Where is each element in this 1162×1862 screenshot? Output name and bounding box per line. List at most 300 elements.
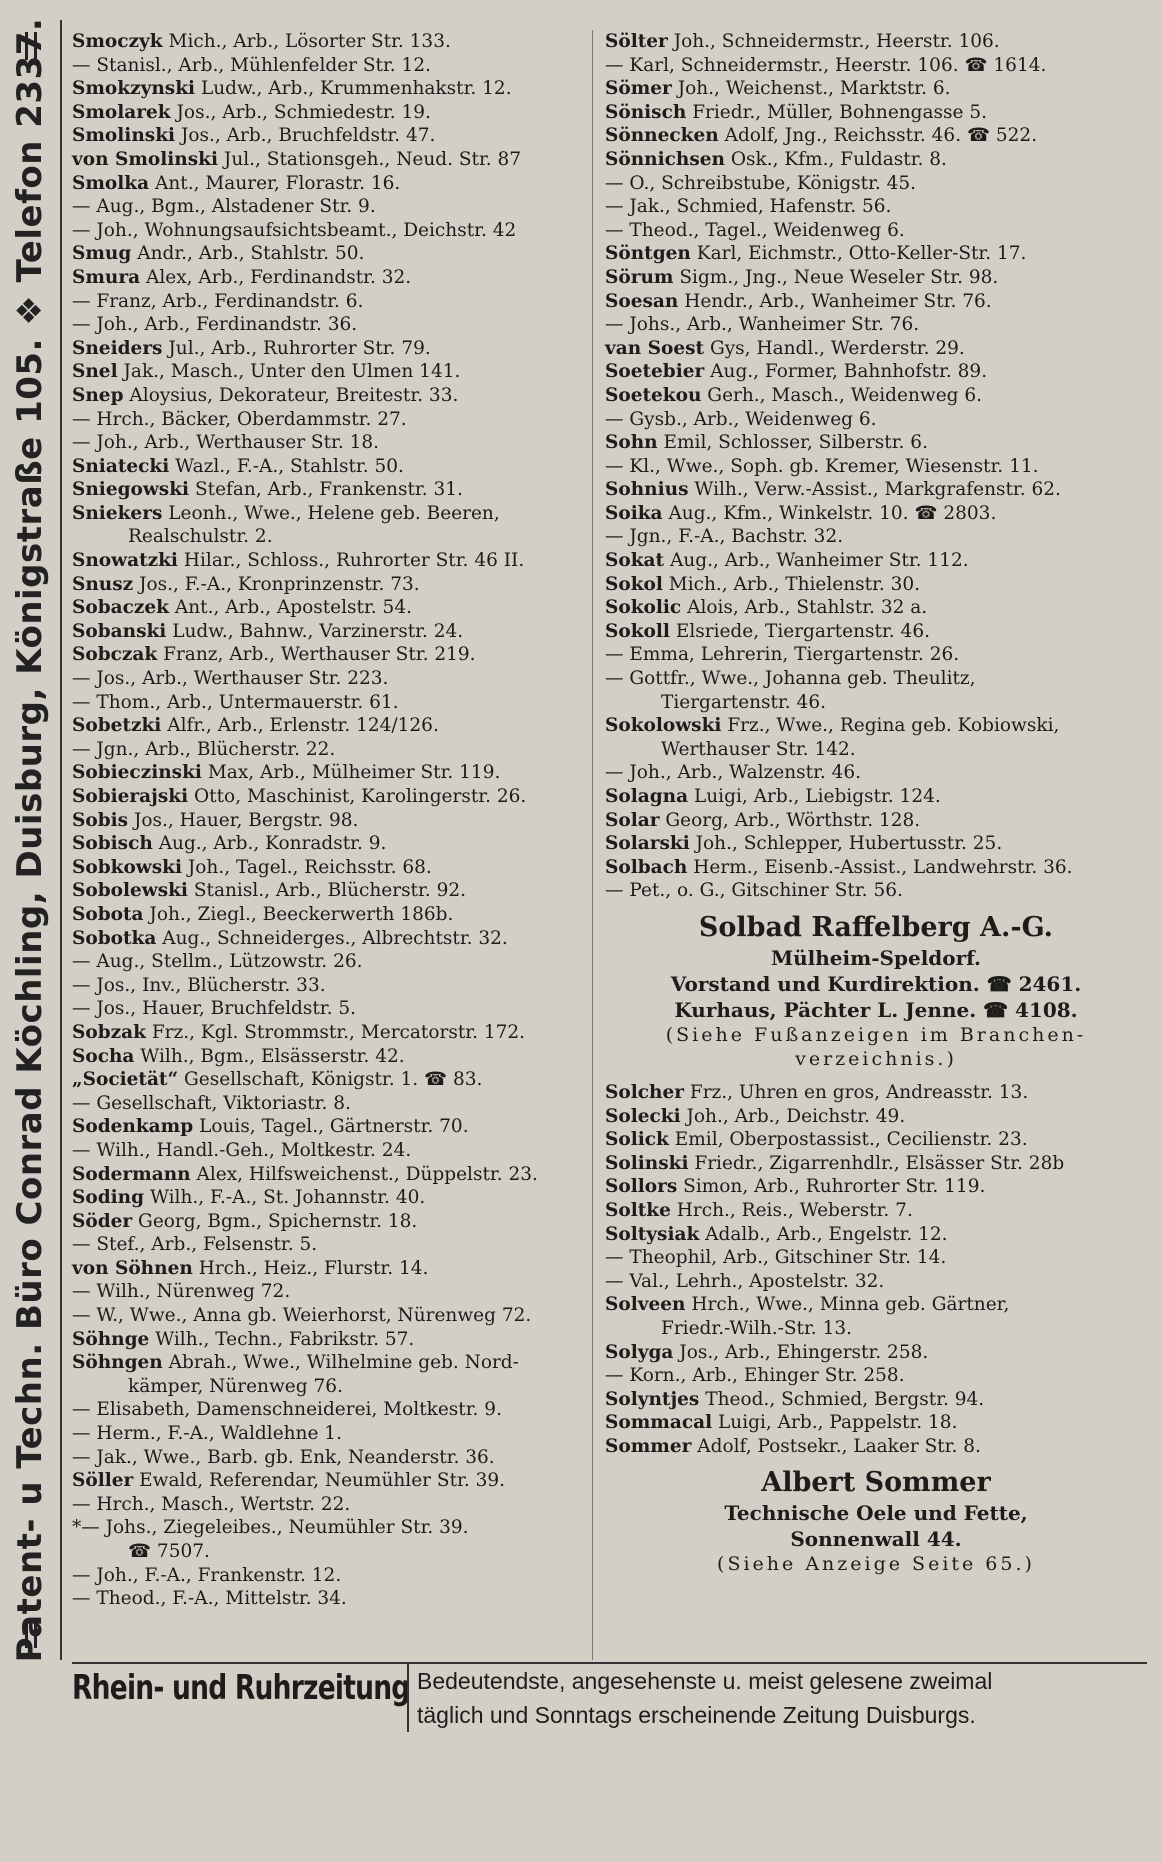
sidebar-advert-text: Patent- u Techn. Büro Conrad Köchling, Duisburg, Königstraße 105. ❖ Telefon 2337.	[10, 17, 50, 1663]
directory-entry	[605, 431, 1147, 455]
entry-surname: Smokzynski	[72, 78, 196, 100]
directory-entry	[72, 714, 572, 738]
directory-entry	[605, 1317, 1147, 1341]
entry-details: — Gysb., Arb., Weidenweg 6.	[605, 408, 877, 430]
entry-details: — Theod., F.-A., Mittelstr. 34.	[72, 1588, 347, 1610]
entry-details: — Karl, Schneidermstr., Heerstr. 106. ☎ 1614.	[605, 54, 1047, 76]
entry-surname: Smolarek	[72, 101, 171, 123]
entry-details: Frz., Wwe., Regina geb. Kobiowski,	[727, 715, 1060, 737]
entry-details: — Stef., Arb., Felsenstr. 5.	[72, 1234, 318, 1256]
directory-entry	[72, 1422, 572, 1446]
entry-details: — Jgn., F.-A., Bachstr. 32.	[605, 526, 844, 548]
entry-surname: Soltysiak	[605, 1223, 700, 1245]
directory-entry	[605, 1388, 1147, 1412]
entry-surname: Söntgen	[605, 243, 691, 265]
directory-entry	[605, 1175, 1147, 1199]
entry-surname: Solbach	[605, 856, 688, 878]
entry-surname: Smolinski	[72, 125, 176, 147]
directory-entry	[605, 30, 1147, 54]
entry-details: Andr., Arb., Stahlstr. 50.	[137, 243, 365, 265]
directory-entry	[72, 1398, 572, 1422]
entry-surname: Soetebier	[605, 361, 705, 383]
entry-details: — Wilh., Nürenweg 72.	[72, 1281, 291, 1303]
entry-surname: Sollors	[605, 1176, 678, 1198]
entry-surname: Solyga	[605, 1341, 674, 1363]
directory-entry	[605, 266, 1147, 290]
entry-details: Hrch., Heiz., Flurstr. 14.	[198, 1257, 429, 1279]
entry-details: Leonh., Wwe., Helene geb. Beeren,	[168, 502, 500, 524]
directory-entry	[605, 290, 1147, 314]
directory-entry	[72, 1516, 572, 1540]
directory-entry	[605, 1270, 1147, 1294]
directory-entry	[72, 77, 572, 101]
entry-details: — Joh., Arb., Werthauser Str. 18.	[72, 432, 380, 454]
directory-entry	[605, 337, 1147, 361]
entry-surname: Sohnius	[605, 479, 689, 501]
directory-entry	[72, 266, 572, 290]
entry-details: Simon, Arb., Ruhrorter Str. 119.	[683, 1176, 986, 1198]
entry-details: Aug., Kfm., Winkelstr. 10. ☎ 2803.	[668, 502, 997, 524]
ad-note: verzeichnis.)	[795, 1047, 957, 1070]
directory-entry	[72, 313, 572, 337]
entry-details: kämper, Nürenweg 76.	[128, 1375, 343, 1397]
directory-entry	[72, 691, 572, 715]
directory-entry	[72, 573, 572, 597]
directory-entry	[605, 1364, 1147, 1388]
entry-details: — Gesellschaft, Viktoriastr. 8.	[72, 1092, 351, 1114]
entry-details: Adolf, Postsekr., Laaker Str. 8.	[697, 1435, 981, 1457]
directory-entry	[72, 1257, 572, 1281]
directory-entry	[72, 856, 572, 880]
entry-details: — Joh., F.-A., Frankenstr. 12.	[72, 1564, 342, 1586]
ad-note: (Siehe Fußanzeigen im Branchen-	[665, 1023, 1087, 1046]
directory-entry	[72, 431, 572, 455]
directory-entry	[72, 667, 572, 691]
directory-entry	[72, 525, 572, 549]
entry-details: — Johs., Arb., Wanheimer Str. 76.	[605, 314, 920, 336]
entry-surname: Sniatecki	[72, 455, 170, 477]
directory-entry	[72, 1328, 572, 1352]
entry-surname: Sokolowski	[605, 715, 722, 737]
entry-surname: Söller	[72, 1470, 134, 1492]
entry-surname: Sokolic	[605, 597, 682, 619]
entry-surname: Sommacal	[605, 1412, 713, 1434]
entry-details: ☎ 7507.	[128, 1541, 210, 1562]
entry-surname: Soesan	[605, 290, 679, 312]
directory-entry	[72, 1092, 572, 1116]
directory-entry	[605, 219, 1147, 243]
directory-entry	[72, 1375, 572, 1399]
directory-entry	[72, 1115, 572, 1139]
entry-surname: Snusz	[72, 573, 134, 595]
directory-entry	[605, 761, 1147, 785]
entry-details: — Korn., Arb., Ehinger Str. 258.	[605, 1365, 905, 1387]
directory-entry	[72, 1469, 572, 1493]
entry-details: Jos., Arb., Bruchfeldstr. 47.	[180, 125, 436, 147]
ad-subtitle: Technische Oele und Fette,	[724, 1501, 1028, 1526]
entry-surname: Söhngen	[72, 1352, 163, 1374]
directory-entry	[605, 785, 1147, 809]
directory-entry	[605, 455, 1147, 479]
entry-surname: Solecki	[605, 1105, 681, 1127]
directory-entry	[605, 809, 1147, 833]
directory-entry	[605, 620, 1147, 644]
entry-details: Sigm., Jng., Neue Weseler Str. 98.	[679, 266, 999, 288]
directory-entry	[72, 596, 572, 620]
footer-line: Bedeutendste, angesehenste u. meist gelesene zweimal	[417, 1668, 993, 1694]
directory-entry	[72, 360, 572, 384]
entry-surname: Sommer	[605, 1435, 692, 1457]
directory-entry	[605, 1435, 1147, 1459]
directory-entry	[605, 691, 1147, 715]
directory-entry	[605, 77, 1147, 101]
directory-entry	[72, 54, 572, 78]
ad-title: Solbad Raffelberg A.-G.	[698, 911, 1054, 943]
directory-entry	[72, 1068, 572, 1092]
directory-entry	[72, 809, 572, 833]
entry-details: — Jos., Inv., Blücherstr. 33.	[72, 974, 326, 996]
entry-details: Jos., Arb., Ehingerstr. 258.	[679, 1341, 929, 1363]
entry-details: Joh., Schneidermstr., Heerstr. 106.	[673, 31, 1000, 52]
directory-entry	[605, 1128, 1147, 1152]
entry-details: — Theophil, Arb., Gitschiner Str. 14.	[605, 1247, 947, 1269]
directory-entry	[72, 620, 572, 644]
directory-entry	[605, 714, 1147, 738]
entry-surname: Sokol	[605, 573, 663, 595]
entry-details: Hrch., Wwe., Minna geb. Gärtner,	[691, 1294, 1010, 1316]
entry-surname: Sobetzki	[72, 715, 162, 737]
directory-entry	[72, 337, 572, 361]
entry-surname: Solinski	[605, 1152, 689, 1174]
entry-surname: Sniegowski	[72, 479, 190, 501]
solbad-raffelberg-ad	[605, 911, 1147, 1071]
entry-surname: Sobieczinski	[72, 762, 202, 784]
directory-entry	[72, 1045, 572, 1069]
directory-entry	[605, 172, 1147, 196]
directory-entry	[605, 195, 1147, 219]
entry-details: Aloysius, Dekorateur, Breitestr. 33.	[129, 384, 459, 406]
directory-entry	[72, 1021, 572, 1045]
entry-details: Gesellschaft, Königstr. 1. ☎ 83.	[184, 1069, 483, 1091]
entry-details: Tiergartenstr. 46.	[661, 691, 826, 713]
entry-details: Gys, Handl., Werderstr. 29.	[709, 337, 965, 359]
entry-details: Jos., Arb., Schmiedestr. 19.	[176, 101, 431, 123]
right-column	[592, 30, 1147, 1660]
entry-details: Frz., Uhren en gros, Andreasstr. 13.	[689, 1081, 1029, 1103]
directory-entry	[72, 1587, 572, 1611]
entry-details: — Hrch., Bäcker, Oberdammstr. 27.	[72, 408, 407, 430]
entry-surname: Solarski	[605, 833, 690, 855]
directory-entry	[72, 408, 572, 432]
entry-surname: Soetekou	[605, 384, 702, 406]
entry-surname: Sokoll	[605, 620, 670, 642]
entry-details: Ludw., Arb., Krummenhakstr. 12.	[200, 78, 512, 100]
directory-entry	[72, 1564, 572, 1588]
directory-entry	[72, 549, 572, 573]
directory-entry	[72, 1210, 572, 1234]
entry-surname: Sneiders	[72, 337, 163, 359]
directory-entry	[72, 290, 572, 314]
entry-details: Realschulstr. 2.	[128, 526, 273, 548]
entry-details: Theod., Schmied, Bergstr. 94.	[705, 1388, 985, 1410]
entry-details: — Gottfr., Wwe., Johanna geb. Theulitz,	[605, 668, 976, 690]
entry-details: Joh., Arb., Deichstr. 49.	[686, 1105, 906, 1127]
entry-details: — Jak., Schmied, Hafenstr. 56.	[605, 196, 892, 218]
entry-details: Aug., Schneiderges., Albrechtstr. 32.	[162, 927, 508, 949]
footer-line: täglich und Sonntags erscheinende Zeitung Duisburgs.	[417, 1702, 976, 1728]
directory-entry	[605, 832, 1147, 856]
entry-details: — Aug., Bgm., Alstadener Str. 9.	[72, 196, 376, 218]
entry-surname: Snowatzki	[72, 550, 178, 572]
entry-details: Joh., Schlepper, Hubertusstr. 25.	[695, 833, 1003, 855]
directory-entry	[605, 856, 1147, 880]
directory-entry	[605, 54, 1147, 78]
entry-surname: Sniekers	[72, 502, 163, 524]
entry-surname: Soltke	[605, 1199, 671, 1221]
entry-details: Stefan, Arb., Frankenstr. 31.	[194, 479, 463, 501]
entry-surname: Sobkowski	[72, 856, 182, 878]
directory-entry	[605, 738, 1147, 762]
entry-details: Wazl., F.-A., Stahlstr. 50.	[175, 455, 404, 477]
ad-line: Vorstand und Kurdirektion. ☎ 2461.	[670, 971, 1082, 996]
entry-details: Emil, Schlosser, Silberstr. 6.	[663, 432, 928, 454]
entry-surname: „Societät“	[72, 1069, 179, 1091]
entry-details: Hilar., Schloss., Ruhrorter Str. 46 II.	[183, 550, 525, 572]
directory-entry	[72, 738, 572, 762]
entry-details: *— Johs., Ziegeleibes., Neumühler Str. 39.	[72, 1517, 469, 1539]
entry-details: Jos., Hauer, Bergstr. 98.	[133, 809, 359, 831]
entry-details: — Kl., Wwe., Soph. gb. Kremer, Wiesenstr. 11.	[605, 455, 1039, 477]
entry-surname: Sobanski	[72, 620, 167, 642]
entry-surname: Smug	[72, 243, 132, 265]
entry-surname: Socha	[72, 1045, 135, 1067]
directory-entry	[72, 478, 572, 502]
directory-entry	[605, 1246, 1147, 1270]
entry-details: Frz., Kgl. Strommstr., Mercatorstr. 172.	[151, 1021, 526, 1043]
directory-entry	[605, 643, 1147, 667]
entry-surname: Solagna	[605, 786, 689, 807]
entry-details: Joh., Tagel., Reichsstr. 68.	[187, 856, 432, 878]
entry-surname: Sölter	[605, 31, 668, 52]
entry-details: Jul., Stationsgeh., Neud. Str. 87	[223, 148, 522, 170]
entry-details: — Joh., Arb., Ferdinandstr. 36.	[72, 314, 358, 336]
entry-details: Friedr.-Wilh.-Str. 13.	[661, 1317, 852, 1339]
entry-surname: von Söhnen	[72, 1257, 193, 1279]
directory-entry	[72, 785, 572, 809]
entry-surname: Söhnge	[72, 1328, 150, 1350]
entry-details: — Joh., Arb., Walzenstr. 46.	[605, 762, 862, 784]
entry-details: — Jgn., Arb., Blücherstr. 22.	[72, 738, 336, 760]
entry-details: Alex, Arb., Ferdinandstr. 32.	[146, 266, 412, 288]
entry-details: Max, Arb., Mülheimer Str. 119.	[207, 762, 501, 784]
ad-title: Albert Sommer	[761, 1467, 991, 1499]
entry-surname: Smoczyk	[72, 31, 163, 52]
entry-details: Georg, Arb., Wörthstr. 128.	[665, 809, 921, 831]
entry-details: — Hrch., Masch., Wertstr. 22.	[72, 1493, 351, 1515]
directory-entry	[72, 974, 572, 998]
entry-surname: Sörum	[605, 266, 674, 288]
directory-entry	[72, 927, 572, 951]
entry-details: — Wilh., Handl.-Geh., Moltkestr. 24.	[72, 1139, 412, 1161]
entry-surname: Sobierajski	[72, 786, 189, 807]
directory-entry	[72, 384, 572, 408]
entry-details: Mich., Arb., Thielenstr. 30.	[668, 573, 921, 595]
entry-details: Wilh., Techn., Fabrikstr. 57.	[155, 1328, 415, 1350]
entry-details: — Jos., Arb., Werthauser Str. 223.	[72, 668, 389, 690]
entry-surname: Sodenkamp	[72, 1116, 194, 1138]
entry-details: Aug., Former, Bahnhofstr. 89.	[710, 361, 988, 383]
directory-entry	[605, 573, 1147, 597]
directory-entry	[72, 124, 572, 148]
directory-entry	[72, 879, 572, 903]
directory-entry	[605, 124, 1147, 148]
directory-entry	[605, 1223, 1147, 1247]
entry-details: Abrah., Wwe., Wilhelmine geb. Nord-	[168, 1352, 519, 1374]
entry-details: Joh., Weichenst., Marktstr. 6.	[677, 78, 951, 100]
entry-surname: Soika	[605, 502, 663, 524]
entry-details: Alois, Arb., Stahlstr. 32 a.	[687, 597, 928, 619]
directory-entry	[72, 1280, 572, 1304]
entry-details: — Jos., Hauer, Bruchfeldstr. 5.	[72, 998, 357, 1020]
directory-entry	[72, 30, 572, 54]
entry-surname: Sönisch	[605, 101, 687, 123]
entry-surname: Smolka	[72, 172, 150, 194]
entry-details: Wilh., Verw.-Assist., Markgrafenstr. 62.	[694, 479, 1061, 501]
entry-surname: Solick	[605, 1129, 669, 1151]
entry-details: Stanisl., Arb., Blücherstr. 92.	[193, 880, 466, 902]
entry-details: Ludw., Bahnw., Varzinerstr. 24.	[172, 620, 464, 642]
directory-entry	[605, 242, 1147, 266]
directory-entry	[72, 455, 572, 479]
entry-surname: Sokat	[605, 550, 665, 572]
entry-details: — Stanisl., Arb., Mühlenfelder Str. 12.	[72, 54, 431, 76]
entry-details: Ant., Maurer, Florastr. 16.	[155, 172, 401, 194]
directory-entry	[72, 1446, 572, 1470]
entry-surname: Sömer	[605, 78, 672, 100]
directory-entry	[72, 242, 572, 266]
entry-details: Aug., Arb., Konradstr. 9.	[158, 833, 387, 855]
directory-entry	[72, 1540, 572, 1564]
entry-details: Hendr., Arb., Wanheimer Str. 76.	[684, 290, 992, 312]
entry-details: Wilh., Bgm., Elsässerstr. 42.	[140, 1045, 405, 1067]
entry-details: — Joh., Wohnungsaufsichtsbeamt., Deichstr. 42	[72, 219, 517, 241]
entry-surname: Sobis	[72, 809, 129, 831]
directory-entry	[605, 879, 1147, 903]
entry-details: — Aug., Stellm., Lützowstr. 26.	[72, 951, 363, 973]
directory-entry	[72, 1163, 572, 1187]
directory-entry	[72, 101, 572, 125]
entry-details: — Val., Lehrh., Apostelstr. 32.	[605, 1270, 885, 1292]
directory-entry	[605, 148, 1147, 172]
entry-surname: Sönnecken	[605, 125, 719, 147]
entry-details: Werthauser Str. 142.	[661, 738, 856, 760]
entry-details: Louis, Tagel., Gärtnerstr. 70.	[199, 1116, 469, 1138]
entry-surname: Söder	[72, 1210, 133, 1232]
directory-entry	[72, 172, 572, 196]
entry-surname: Sönnichsen	[605, 148, 725, 170]
directory-entry	[72, 832, 572, 856]
ad-line: Sonnenwall 44.	[790, 1527, 962, 1552]
entry-details: Emil, Oberpostassist., Cecilienstr. 23.	[674, 1129, 1028, 1151]
ad-line: Kurhaus, Pächter L. Jenne. ☎ 4108.	[674, 997, 1078, 1022]
entry-details: Mich., Arb., Lösorter Str. 133.	[168, 31, 451, 52]
entry-details: — Jak., Wwe., Barb. gb. Enk, Neanderstr. 36.	[72, 1446, 495, 1468]
entry-surname: Solveen	[605, 1294, 686, 1316]
entry-details: Franz, Arb., Werthauser Str. 219.	[163, 644, 476, 666]
directory-entry	[72, 761, 572, 785]
entry-details: Luigi, Arb., Liebigstr. 124.	[693, 786, 941, 807]
entry-details: Ewald, Referendar, Neumühler Str. 39.	[139, 1470, 505, 1492]
entry-details: Friedr., Müller, Bohnengasse 5.	[692, 101, 988, 123]
entry-surname: Sobzak	[72, 1021, 146, 1043]
directory-entry	[72, 1233, 572, 1257]
entry-details: Alfr., Arb., Erlenstr. 124/126.	[167, 715, 439, 737]
left-column	[72, 30, 572, 1611]
directory-entry	[605, 408, 1147, 432]
entry-surname: Sobczak	[72, 644, 158, 666]
entry-details: Luigi, Arb., Pappelstr. 18.	[718, 1412, 958, 1434]
entry-details: Otto, Maschinist, Karolingerstr. 26.	[194, 786, 527, 807]
entry-surname: Smura	[72, 266, 141, 288]
entry-details: — Herm., F.-A., Waldlehne 1.	[72, 1423, 342, 1445]
albert-sommer-ad	[605, 1466, 1147, 1576]
directory-entry	[605, 596, 1147, 620]
directory-entry	[605, 1152, 1147, 1176]
entry-details: Elsriede, Tiergartenstr. 46.	[675, 620, 930, 642]
directory-entry	[605, 667, 1147, 691]
directory-entry	[72, 502, 572, 526]
entry-surname: Sobisch	[72, 833, 153, 855]
entry-details: Herm., Eisenb.-Assist., Landwehrstr. 36.	[693, 856, 1073, 878]
directory-entry	[72, 1186, 572, 1210]
directory-entry	[72, 643, 572, 667]
directory-entry	[72, 219, 572, 243]
directory-entry	[72, 195, 572, 219]
entry-details: — Franz, Arb., Ferdinandstr. 6.	[72, 290, 364, 312]
entry-surname: Solyntjes	[605, 1388, 700, 1410]
directory-entry	[605, 525, 1147, 549]
entry-details: Karl, Eichmstr., Otto-Keller-Str. 17.	[696, 243, 1027, 265]
entry-surname: van Soest	[605, 337, 705, 359]
entry-details: Adalb., Arb., Engelstr. 12.	[705, 1223, 948, 1245]
directory-entry	[605, 1341, 1147, 1365]
entry-surname: Snep	[72, 384, 124, 406]
directory-entry	[605, 360, 1147, 384]
directory-entry	[605, 313, 1147, 337]
directory-entry	[605, 101, 1147, 125]
directory-entry	[72, 997, 572, 1021]
entry-surname: Sobota	[72, 903, 144, 925]
entry-surname: Sobaczek	[72, 597, 169, 619]
ad-note: (Siehe Anzeige Seite 65.)	[717, 1553, 1035, 1576]
entry-details: Jak., Masch., Unter den Ulmen 141.	[123, 361, 461, 383]
directory-entry	[72, 1139, 572, 1163]
directory-entry	[605, 384, 1147, 408]
right-column-mid-entries	[605, 1081, 1147, 1459]
sidebar-bar-bottom	[25, 1620, 37, 1648]
entry-details: — O., Schreibstube, Königstr. 45.	[605, 172, 917, 194]
directory-entry	[72, 1304, 572, 1328]
entry-surname: Solcher	[605, 1081, 684, 1103]
entry-details: Ant., Arb., Apostelstr. 54.	[174, 597, 412, 619]
footer-advert	[72, 1662, 1147, 1734]
directory-entry	[605, 1411, 1147, 1435]
entry-details: Aug., Arb., Wanheimer Str. 112.	[669, 550, 969, 572]
directory-entry	[605, 502, 1147, 526]
entry-surname: Sobotka	[72, 927, 157, 949]
entry-details: Alex, Hilfsweichenst., Düppelstr. 23.	[196, 1163, 538, 1185]
entry-details: Gerh., Masch., Weidenweg 6.	[707, 384, 983, 406]
